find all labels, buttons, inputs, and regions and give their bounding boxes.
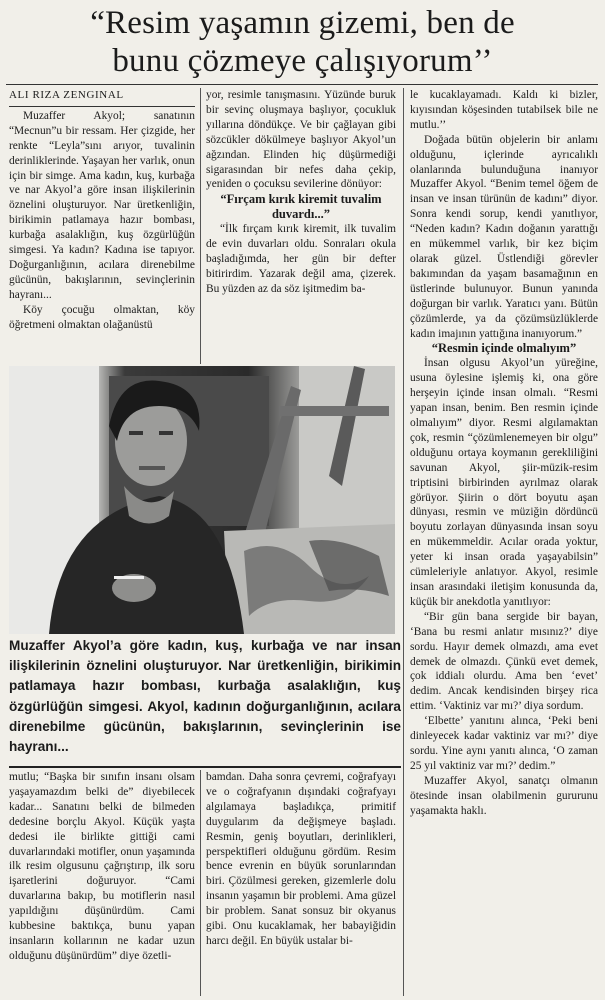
byline: ALI RIZA ZENGINAL: [9, 88, 195, 107]
headline-rule: [6, 84, 598, 85]
caption-rule: [9, 766, 401, 768]
column-1-top: [9, 88, 195, 333]
photo-caption: Muzaffer Akyol’a göre kadın, kuş, kurbağa ve nar insan ilişkilerinin öznelini oluşturuyor. Nar üretkenliğin, birikimin patlamaya hazır bombası, kurbağa asalaklığın, kuş özgürlüğün simgesi. Akyol, kadının doğurganlığının, acılara direnebilme gücünün, bakışlarının, sevinçlerinin ise hayranı...: [9, 638, 401, 755]
col2-paragraph-2: “İlk fırçam kırık kiremit, ilk tuvalim de evin duvarları oldu. Sonraları okula başladığımda, her gün bir defter bitirirdim. Yazarak değil ama, çizerek. Bu yüzden az da söz işitmedim ba-: [206, 223, 396, 295]
bottom-col1-text: mutlu; “Başka bir sınıfın insanı olsam yaşayamazdım belki de” diyebilecek kadar... Sanatını belki de bilmeden dedesine borçlu Akyol. Küçük yaşta dedesi ile birlikte gittiği cami duvarlarındaki motifler, onun yaşamında ilk resim olgusunu çağrıştırıp, ilk soru işaretlerini doğuruyor. “Cami duvarlarına bakıp, bu motiflerin nasıl yapıldığını düşünürdüm. Cami kubbesine baktıkça, bunu yapan insanların kollarının ne kadar uzun olduğunu düşünürdüm” diye özetli-: [9, 771, 195, 962]
column-divider: [200, 770, 201, 996]
column-2-top: [206, 88, 396, 297]
col2-paragraph-1: yor, resimle tanışmasını. Yüzünde buruk bir sevinç oluşmaya başlıyor, çocukluk yıllarına döndükçe. Ve bir çağlayan gibi sözcükler dökülmeye başlıyor Akyol’un ağzından. Elinden hiç düşürmediği sigarasından bir nefes daha çekip, yeniden o çocuksu sevilerine dönüyor:: [206, 89, 396, 191]
headline: [0, 4, 605, 80]
col3-paragraph-5: Muzaffer Akyol, sanatçı olmanın ötesinde insan olabilmenin gururunu yaşamakta haklı.: [410, 774, 598, 817]
artist-photo: [9, 366, 395, 634]
column-divider: [200, 88, 201, 364]
subhead-firca: “Fırçam kırık kiremit tuvalim duvardı...”: [220, 192, 382, 222]
subhead-resmin: “Resmin içinde olmalıyım”: [431, 341, 577, 356]
col1-paragraph-2: Köy çocuğu olmaktan, köy öğretmeni olmaktan olağanüstü: [9, 303, 195, 331]
column-1-bottom: [9, 770, 195, 964]
col3-paragraph-2: İnsan olgusu Akyol’un yüreğine, usuna öylesine işlemiş ki, ona göre herşeyin içinde insan olmalı. “Resmi yapan insan, benim. Ben resmin içinde olmalıyım” diyor. Resmi algılamaktan çok, resmin “çözümlenemeyen bir olgu” olduğunu ortaya koymanın gerekliliğini savunan Akyol, şiir-müzik-resim triptisini birbirinden ayrılmaz olarak görüyor. Şiirin o dört boyutu aşan dünyası, resmin ve müziğin dördüncü boyutu zorlayan dünyasında insan soyu en mükemmeldir. Acılar orada yoktur, yeter ki insan orada yaşayabilsin” cümleleriyle anlatıyor. Akyol, resimle insan arasındaki iletişim konusunda da, küçük bir anekdotla yanıtlıyor:: [410, 357, 598, 608]
col3-paragraph-1: Doğada bütün objelerin bir anlamı olduğunu, içlerinde ayrıcalıklı olanlarında bulunduğuna inanıyor Muzaffer Akyol. “Benim temel öğem de insan ve insan türünün de kadını” diyor. Sonra kendi sorup, kendi yanıtlıyor, “Neden kadın? Kadın doğanın yarattığı en mükemmel varlık, bir kez biçim olarak güzel. Üstlendiği görevler bakımından da yaşam basamağının en üstlerinde bulunuyor. Bunun yanında doğurgan bir varlık. Yaratıcı yanı. Bütün çözümlerde, ya da çözümsüzlüklerde kadın imajının yattığına inanıyorum.”: [410, 133, 598, 340]
col1-paragraph-1: Muzaffer Akyol; sanatının “Mecnun”u bir ressam. Her çizgide, her renkte “Leyla”sını arıyor, tuvalinin derinliklerinde. Yaşayan her varlık, onun için bir simge. Ama kadın, kuş, kurbağa ve nar Akyol’a göre insan ilişkilerinin öznelini oluşturuyor. Nar üretkenliğin, birikimin patlamaya hazır bombası, kurbağa asalaklığın, kuş özgürlüğün simgesi. Ya kadın? Kadına ise tapıyor. Doğurganlığının, acılara direnebilme gücünün, bakışlarının, sevinçlerinin hayranı...: [9, 109, 195, 301]
column-divider: [403, 88, 404, 996]
bottom-col2-text: bamdan. Daha sonra çevremi, coğrafyayı ve o coğrafyanın dışındaki coğrafyayı algılamaya başladıkça, primitif duygularım da değişmeye başladı. Resmin, geniş boyutları, derinlikleri, perspektifleri olduğunu gördüm. Resim bence evrenin en büyük sorunlarından biri. Çözülmesi gereken, gizemlerle dolu insanın yaşamın bir problemi. Ama güzel bir problem. Sanat sonsuz bir okyanus gibi. Onu kucaklamak, her babayiğidin harcı değil. En büyük ustalar bi-: [206, 771, 396, 947]
headline-line-2: bunu çözmeye çalışıyorum’’: [112, 43, 493, 79]
headline-line-1: “Resim yaşamın gizemi, ben de: [90, 5, 515, 41]
col3-paragraph-3: “Bir gün bana sergide bir bayan, ‘Bana bu resmi anlatır mısınız?’ diye sordu. Hayır demek olmazdı, ama evet demek de olmazdı. Çünkü evet demek, çok iddialı olurdu. Ama ben ‘evet’ dedim. Ancak kendisinden birşey rica ettim. ‘Vaktiniz var mı?’ diya sordum.: [410, 610, 598, 713]
artist-photo-illustration: [9, 366, 395, 634]
column-2-bottom: [206, 770, 396, 949]
col3-paragraph-0: le kucaklayamadı. Kaldı ki bizler, kıyısından köşesinden tutabilsek bile ne mutlu.’’: [410, 89, 598, 131]
column-3: [410, 88, 598, 819]
col3-paragraph-4: ‘Elbette’ yanıtını alınca, ‘Peki beni dinleyecek kadar vaktiniz var mı?’ diye sordu. Yine aynı yanıtı alınca, ‘O zaman 25 yıl vaktiniz var mı?’ dedim.”: [410, 715, 598, 772]
